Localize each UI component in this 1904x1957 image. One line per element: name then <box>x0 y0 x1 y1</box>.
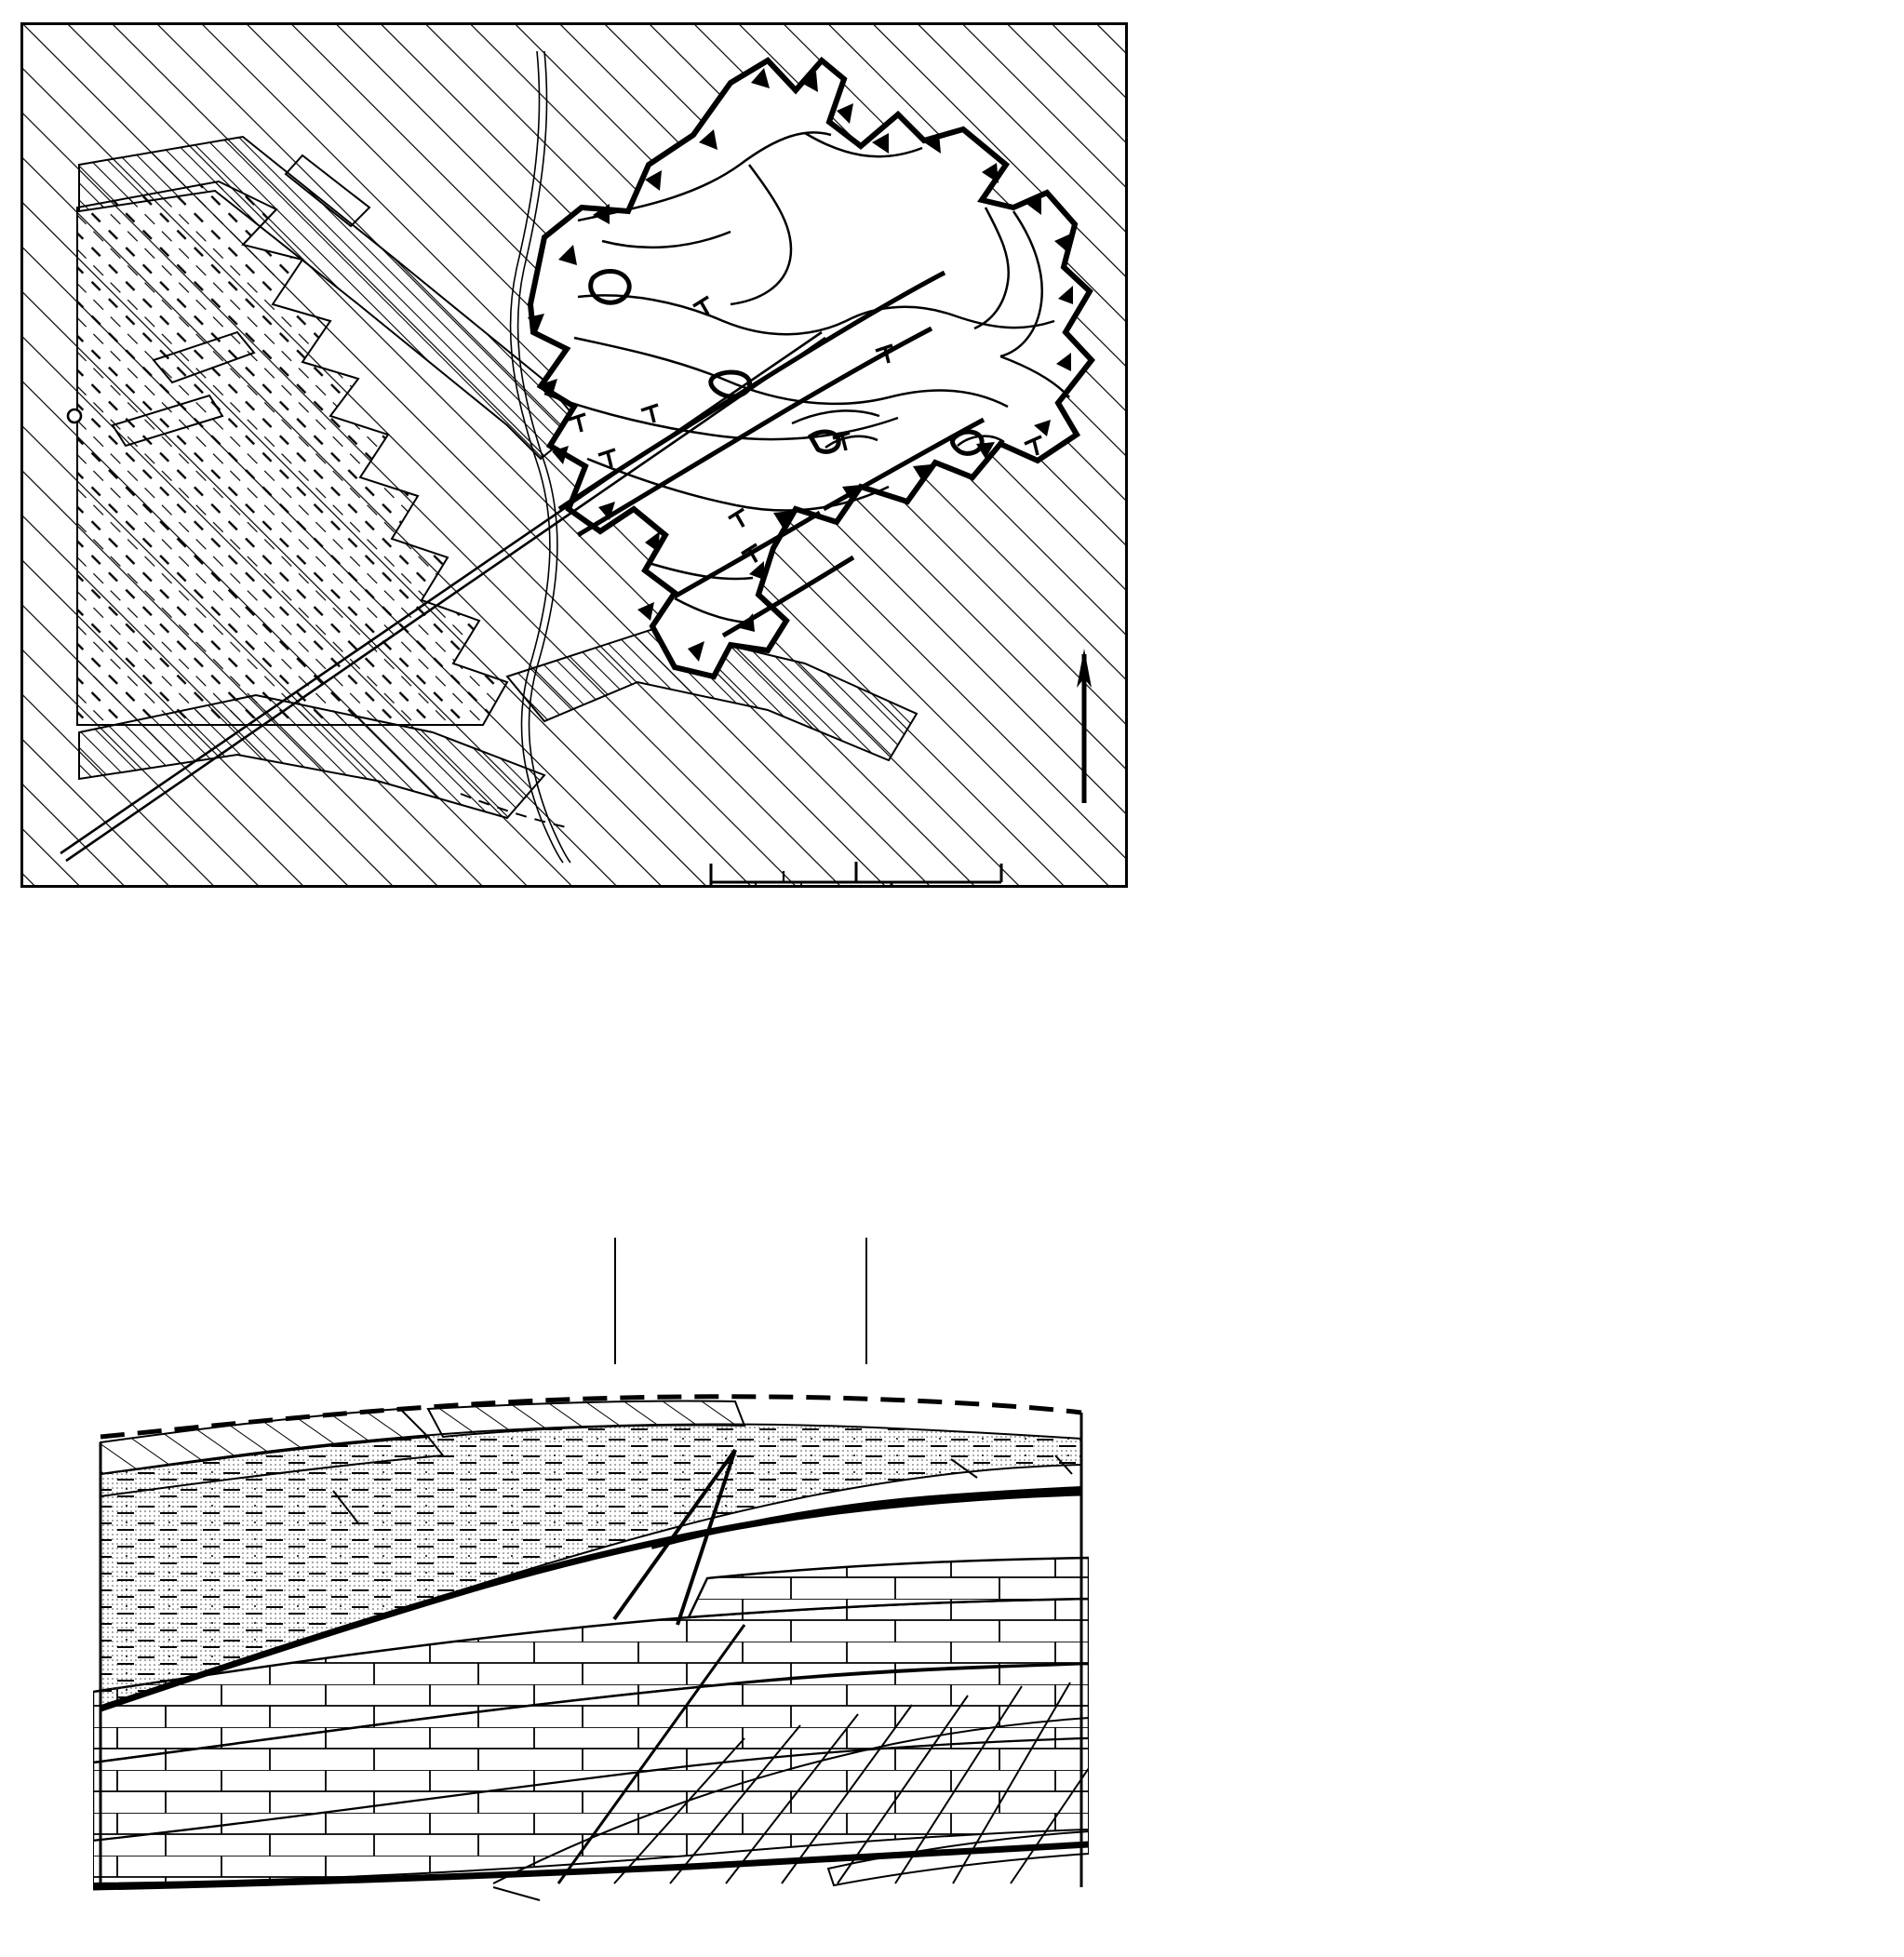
xs-header-divider-2 <box>865 1238 867 1364</box>
xs-header-divider-1 <box>614 1238 616 1364</box>
cross-section-panel <box>20 1368 1128 1954</box>
north-arrow <box>1052 611 1117 798</box>
geologic-map-panel <box>20 22 1128 888</box>
scalebar-graphic <box>707 860 1005 888</box>
cross-section-svg <box>93 1385 1089 1906</box>
scale-bar <box>707 830 1005 888</box>
legend-panel <box>1145 22 1889 1939</box>
cross-section-header <box>20 1228 1128 1377</box>
north-arrow-glyph <box>1052 647 1117 805</box>
brooks-well-symbol <box>68 409 81 422</box>
map-geology-svg <box>23 25 1125 885</box>
